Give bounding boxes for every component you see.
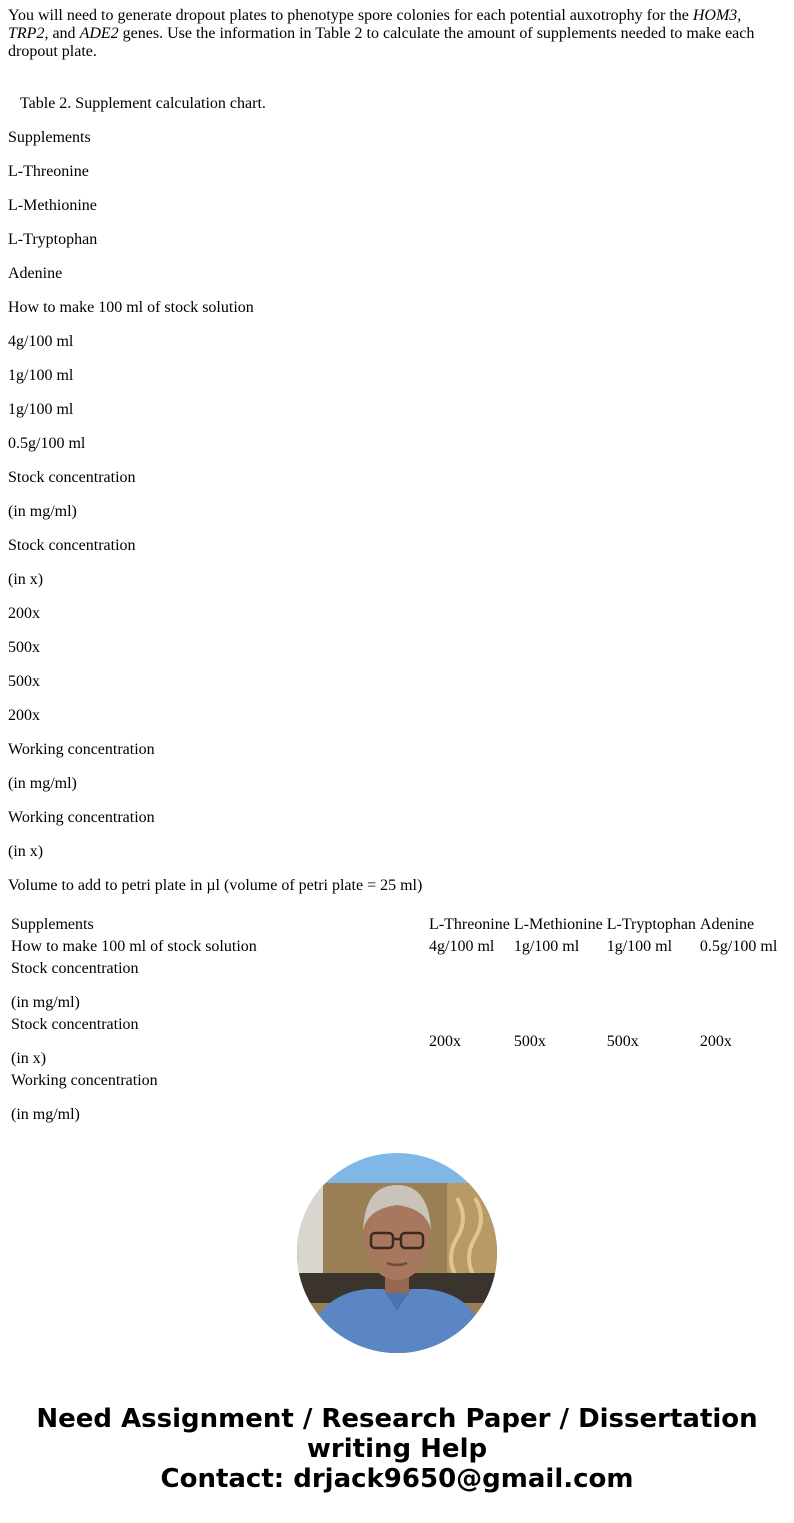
cell-methionine bbox=[513, 1071, 604, 1125]
cell-adenine bbox=[699, 959, 778, 1013]
flat-line: Stock concentration bbox=[8, 469, 136, 486]
row-label: Supplements bbox=[11, 916, 94, 933]
row-label-title: Stock concentration bbox=[11, 1016, 139, 1033]
row-label-unit: (in mg/ml) bbox=[11, 1106, 80, 1123]
flat-line: Stock concentration bbox=[8, 537, 136, 554]
gene-ade2: ADE2 bbox=[79, 25, 119, 42]
intro-paragraph bbox=[8, 7, 778, 61]
flat-line: (in mg/ml) bbox=[8, 775, 77, 792]
promo-contact: Contact: drjack9650@gmail.com bbox=[160, 1464, 634, 1494]
cell-threonine bbox=[428, 1071, 511, 1125]
cell-adenine: Adenine bbox=[699, 916, 755, 933]
flat-line: 500x bbox=[8, 639, 40, 656]
row-label-title: Stock concentration bbox=[11, 960, 139, 977]
row-label bbox=[10, 959, 426, 1013]
row-label-unit: (in mg/ml) bbox=[11, 994, 80, 1011]
person-portrait-icon bbox=[297, 1153, 497, 1353]
cell-tryptophan bbox=[606, 959, 697, 1013]
flat-line: Adenine bbox=[8, 265, 63, 282]
flat-line: L-Methionine bbox=[8, 197, 97, 214]
cell-threonine: L-Threonine bbox=[429, 916, 510, 933]
gene-trp2: TRP2 bbox=[8, 25, 45, 42]
promo-banner bbox=[0, 1404, 794, 1494]
cell-adenine: 200x bbox=[699, 1033, 732, 1050]
flat-line: Supplements bbox=[8, 129, 91, 146]
flat-line: How to make 100 ml of stock solution bbox=[8, 299, 254, 316]
author-avatar bbox=[297, 1153, 497, 1353]
intro-text-2: genes. Use the information in Table 2 to calculate the amount of supplements needed to make each dropout plate. bbox=[8, 25, 755, 60]
table-row-stock-mgml bbox=[10, 959, 778, 1013]
label-gap bbox=[11, 1090, 425, 1106]
label-gap bbox=[11, 1034, 425, 1050]
cell-threonine: 4g/100 ml bbox=[429, 938, 495, 955]
gene-hom3: HOM3 bbox=[692, 7, 738, 24]
flat-line: 1g/100 ml bbox=[8, 367, 74, 384]
table-row-working-mgml bbox=[10, 1071, 778, 1125]
flat-line: 200x bbox=[8, 605, 40, 622]
flattened-table-text bbox=[8, 129, 422, 911]
row-label: How to make 100 ml of stock solution bbox=[11, 938, 257, 955]
row-label bbox=[10, 1071, 426, 1125]
cell-methionine bbox=[513, 959, 604, 1013]
flat-line: L-Tryptophan bbox=[8, 231, 98, 248]
flat-line: Working concentration bbox=[8, 809, 155, 826]
cell-threonine: 200x bbox=[429, 1033, 461, 1050]
flat-line: (in x) bbox=[8, 571, 44, 588]
row-label bbox=[10, 1015, 426, 1069]
intro-text-1: You will need to generate dropout plates to phenotype spore colonies for each potential auxotrophy for the bbox=[8, 7, 693, 24]
cell-methionine: L-Methionine bbox=[513, 916, 603, 933]
table-row-stock-x bbox=[10, 1015, 778, 1069]
flat-line: 500x bbox=[8, 673, 40, 690]
supplement-table bbox=[8, 913, 780, 1127]
cell-tryptophan: L-Tryptophan bbox=[606, 916, 696, 933]
table-row-stock-recipe bbox=[10, 937, 778, 957]
cell-methionine: 1g/100 ml bbox=[513, 938, 580, 955]
cell-tryptophan: 500x bbox=[606, 1033, 639, 1050]
flat-line: Volume to add to petri plate in µl (volume of petri plate = 25 ml) bbox=[8, 877, 423, 894]
cell-adenine bbox=[699, 1071, 778, 1125]
table-row-supplements bbox=[10, 915, 778, 935]
flat-line: (in x) bbox=[8, 843, 44, 860]
cell-adenine: 0.5g/100 ml bbox=[699, 938, 778, 955]
cell-tryptophan bbox=[606, 1071, 697, 1125]
flat-line: 0.5g/100 ml bbox=[8, 435, 86, 452]
flat-line: (in mg/ml) bbox=[8, 503, 77, 520]
flat-line: 200x bbox=[8, 707, 40, 724]
cell-threonine bbox=[428, 959, 511, 1013]
intro-sep-2: , and bbox=[44, 25, 80, 42]
intro-sep-1: , bbox=[737, 7, 742, 24]
cell-methionine: 500x bbox=[513, 1033, 546, 1050]
row-label-title: Working concentration bbox=[11, 1072, 158, 1089]
promo-line-2: writing Help bbox=[306, 1434, 488, 1464]
row-label-unit: (in x) bbox=[11, 1050, 47, 1067]
flat-line: 1g/100 ml bbox=[8, 401, 74, 418]
cell-tryptophan: 1g/100 ml bbox=[606, 938, 673, 955]
label-gap bbox=[11, 978, 425, 994]
flat-line: 4g/100 ml bbox=[8, 333, 74, 350]
flat-line: L-Threonine bbox=[8, 163, 89, 180]
promo-line-1: Need Assignment / Research Paper / Dissertation bbox=[36, 1404, 758, 1434]
table-caption: Table 2. Supplement calculation chart. bbox=[20, 95, 266, 112]
flat-line: Working concentration bbox=[8, 741, 155, 758]
